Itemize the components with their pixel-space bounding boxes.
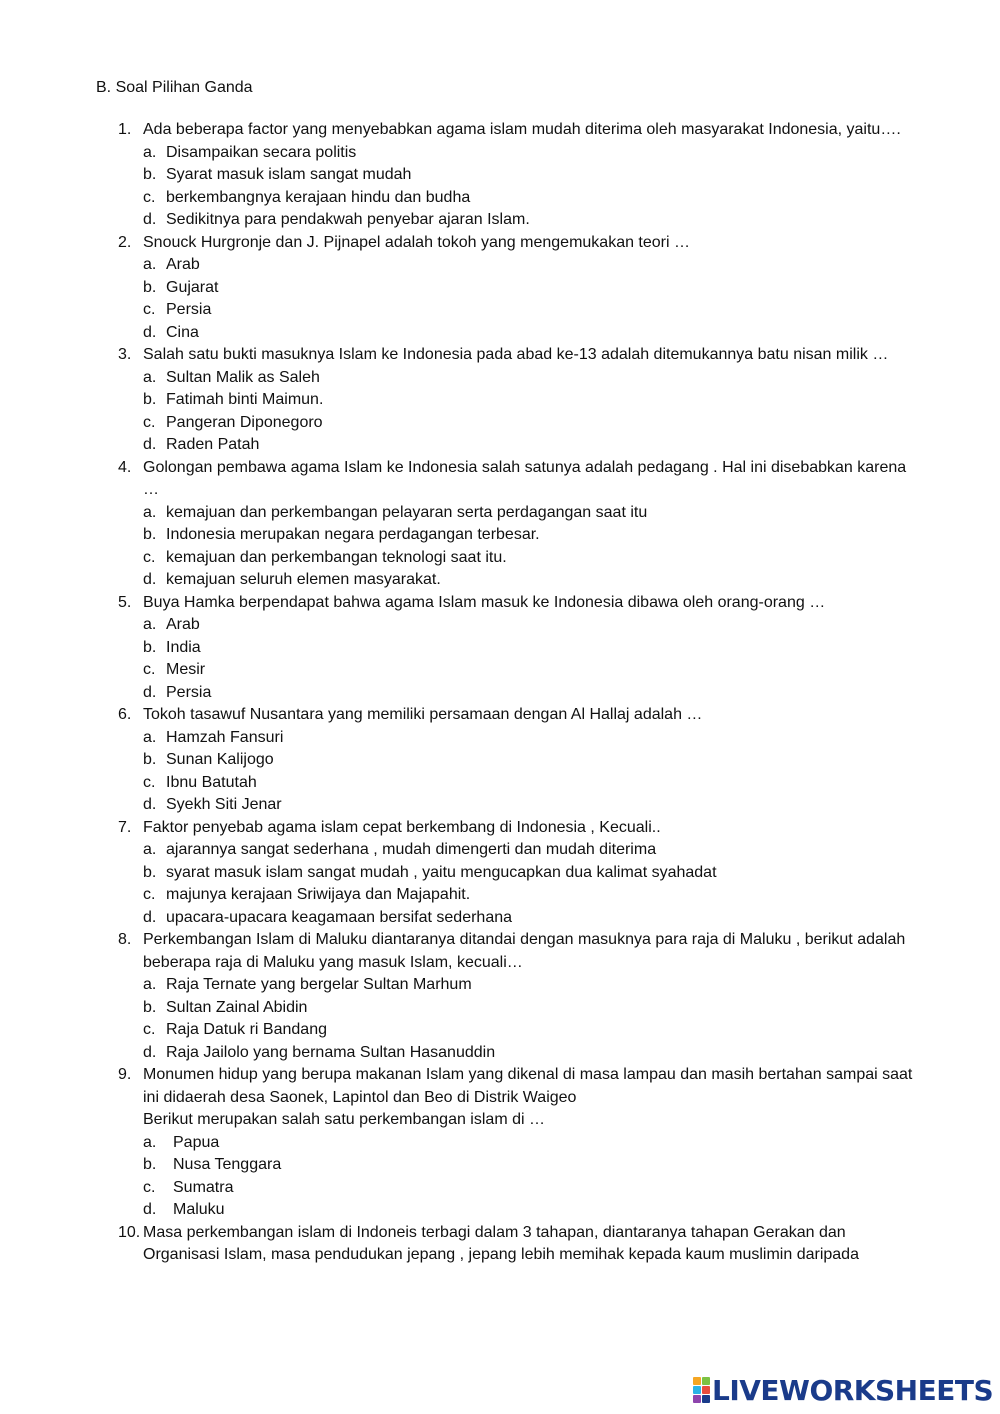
question-number: 4. bbox=[118, 458, 132, 476]
option-text: upacara-upacara keagamaan bersifat sederhana bbox=[166, 908, 513, 926]
answer-option bbox=[143, 1154, 918, 1177]
question-text: Perkembangan Islam di Maluku diantaranya ditandai dengan masuknya para raja di Maluku , berikut adalah beberapa raja di Maluku yang masuk Islam, kecuali… bbox=[143, 931, 906, 971]
option-text: Fatimah binti Maimun. bbox=[166, 391, 324, 408]
question-text: Golongan pembawa agama Islam ke Indonesia salah satunya adalah pedagang . Hal ini disebabkan karena … bbox=[143, 458, 907, 498]
option-letter: b. bbox=[143, 998, 157, 1016]
answer-option bbox=[143, 862, 918, 885]
option-text: Mesir bbox=[166, 661, 206, 678]
question-text: Salah satu bukti masuknya Islam ke Indonesia pada abad ke-13 adalah ditemukannya batu nisan milik … bbox=[143, 346, 889, 363]
question-item bbox=[118, 817, 918, 930]
answer-option bbox=[143, 794, 918, 817]
option-letter: d. bbox=[143, 323, 157, 341]
option-text: Gujarat bbox=[166, 278, 219, 296]
question-text: Ada beberapa factor yang menyebabkan agama islam mudah diterima oleh masyarakat Indonesia, yaitu…. bbox=[143, 121, 901, 138]
logo-text: LIVEWORKSHEETS bbox=[712, 1373, 994, 1407]
question-number: 6. bbox=[118, 706, 132, 723]
answer-option bbox=[143, 389, 918, 412]
option-letter: d. bbox=[143, 436, 157, 453]
answer-option bbox=[143, 1177, 918, 1200]
option-list bbox=[143, 727, 918, 817]
option-text: ajarannya sangat sederhana , mudah dimengerti dan mudah diterima bbox=[166, 841, 657, 858]
question-item bbox=[118, 457, 918, 592]
option-text: kemajuan dan perkembangan teknologi saat itu. bbox=[166, 548, 507, 566]
option-text: Sunan Kalijogo bbox=[166, 751, 274, 768]
option-list bbox=[143, 367, 918, 457]
option-letter: b. bbox=[143, 526, 157, 543]
answer-option bbox=[143, 434, 918, 457]
option-text: Sultan Zainal Abidin bbox=[166, 998, 308, 1016]
option-list bbox=[143, 614, 918, 704]
option-list bbox=[143, 974, 918, 1064]
option-letter: c. bbox=[143, 1178, 156, 1196]
option-text: Persia bbox=[166, 301, 212, 318]
answer-option bbox=[143, 164, 918, 187]
option-letter: c. bbox=[143, 413, 156, 431]
answer-option bbox=[143, 502, 918, 525]
question-item bbox=[118, 704, 918, 817]
logo-block bbox=[693, 1377, 701, 1385]
option-text: Sultan Malik as Saleh bbox=[166, 368, 320, 386]
answer-option bbox=[143, 749, 918, 772]
question-item bbox=[118, 929, 918, 1064]
option-letter: b. bbox=[143, 863, 157, 881]
answer-option bbox=[143, 547, 918, 570]
question-item bbox=[118, 1064, 918, 1222]
question-number: 2. bbox=[118, 233, 132, 251]
option-letter: b. bbox=[143, 638, 157, 656]
option-text: Ibnu Batutah bbox=[166, 773, 257, 791]
question-item bbox=[118, 232, 918, 345]
option-list bbox=[143, 142, 918, 232]
option-letter: c. bbox=[143, 188, 156, 206]
option-letter: a. bbox=[143, 368, 157, 386]
option-list bbox=[143, 839, 918, 929]
question-text: Tokoh tasawuf Nusantara yang memiliki persamaan dengan Al Hallaj adalah … bbox=[143, 706, 703, 723]
option-text: Arab bbox=[166, 616, 200, 633]
option-letter: a. bbox=[143, 503, 157, 521]
option-text: India bbox=[166, 638, 201, 656]
option-letter: c. bbox=[143, 548, 156, 566]
answer-option bbox=[143, 142, 918, 165]
option-list bbox=[143, 1132, 918, 1222]
answer-option bbox=[143, 637, 918, 660]
option-letter: b. bbox=[143, 1156, 157, 1173]
question-number: 9. bbox=[118, 1066, 132, 1083]
question-text: Snouck Hurgronje dan J. Pijnapel adalah tokoh yang mengemukakan teori … bbox=[143, 233, 690, 251]
option-letter: d. bbox=[143, 683, 157, 701]
option-text: Raja Jailolo yang bernama Sultan Hasanuddin bbox=[166, 1043, 496, 1061]
option-text: Raja Datuk ri Bandang bbox=[166, 1021, 327, 1038]
option-text: Indonesia merupakan negara perdagangan terbesar. bbox=[166, 526, 540, 543]
answer-option bbox=[143, 997, 918, 1020]
option-letter: c. bbox=[143, 661, 156, 678]
logo-blocks-icon bbox=[693, 1377, 709, 1403]
option-text: Papua bbox=[173, 1133, 220, 1151]
answer-option bbox=[143, 524, 918, 547]
answer-option bbox=[143, 1199, 918, 1222]
option-letter: b. bbox=[143, 391, 157, 408]
option-letter: d. bbox=[143, 211, 157, 228]
answer-option bbox=[143, 1132, 918, 1155]
option-letter: a. bbox=[143, 728, 157, 746]
question-number: 3. bbox=[118, 346, 132, 363]
option-text: kemajuan seluruh elemen masyarakat. bbox=[166, 571, 441, 588]
logo-block bbox=[693, 1395, 701, 1403]
option-text: majunya kerajaan Sriwijaya dan Majapahit. bbox=[166, 886, 471, 903]
question-number: 8. bbox=[118, 931, 132, 948]
answer-option bbox=[143, 299, 918, 322]
option-letter: c. bbox=[143, 1021, 156, 1038]
question-number: 7. bbox=[118, 818, 132, 836]
answer-option bbox=[143, 187, 918, 210]
option-letter: a. bbox=[143, 976, 157, 993]
answer-option bbox=[143, 322, 918, 345]
question-item bbox=[118, 344, 918, 457]
section-heading: B. Soal Pilihan Ganda bbox=[96, 79, 253, 96]
option-text: Syarat masuk islam sangat mudah bbox=[166, 166, 412, 183]
question-extra-text: Berikut merupakan salah satu perkembangan islam di … bbox=[143, 1111, 545, 1128]
option-letter: a. bbox=[143, 1133, 157, 1151]
answer-option bbox=[143, 367, 918, 390]
answer-option bbox=[143, 884, 918, 907]
option-letter: b. bbox=[143, 166, 157, 183]
option-letter: d. bbox=[143, 571, 157, 588]
option-letter: c. bbox=[143, 773, 156, 791]
option-text: Pangeran Diponegoro bbox=[166, 413, 323, 431]
question-list bbox=[118, 119, 918, 1267]
option-letter: a. bbox=[143, 256, 157, 273]
option-text: Sedikitnya para pendakwah penyebar ajaran Islam. bbox=[166, 211, 530, 228]
option-text: Syekh Siti Jenar bbox=[166, 796, 282, 813]
answer-option bbox=[143, 682, 918, 705]
answer-option bbox=[143, 659, 918, 682]
question-number: 1. bbox=[118, 121, 132, 138]
question-item bbox=[118, 1222, 918, 1267]
answer-option bbox=[143, 614, 918, 637]
option-letter: c. bbox=[143, 301, 156, 318]
option-letter: c. bbox=[143, 886, 156, 903]
option-letter: d. bbox=[143, 796, 157, 813]
option-letter: b. bbox=[143, 278, 157, 296]
question-item bbox=[118, 119, 918, 232]
question-number: 10. bbox=[118, 1223, 141, 1241]
option-letter: d. bbox=[143, 908, 157, 926]
answer-option bbox=[143, 772, 918, 795]
option-text: Hamzah Fansuri bbox=[166, 728, 284, 746]
logo-block bbox=[702, 1386, 710, 1394]
option-text: kemajuan dan perkembangan pelayaran serta perdagangan saat itu bbox=[166, 503, 648, 521]
question-text: Monumen hidup yang berupa makanan Islam yang dikenal di masa lampau dan masih bertahan sampai saat ini didaerah desa Saonek, Lapintol dan Beo di Distrik Waigeo bbox=[143, 1066, 913, 1106]
answer-option bbox=[143, 254, 918, 277]
question-item bbox=[118, 592, 918, 705]
option-text: Nusa Tenggara bbox=[173, 1156, 282, 1173]
option-text: berkembangnya kerajaan hindu dan budha bbox=[166, 188, 471, 206]
logo-block bbox=[693, 1386, 701, 1394]
option-letter: a. bbox=[143, 143, 157, 161]
answer-option bbox=[143, 727, 918, 750]
logo-block bbox=[702, 1377, 710, 1385]
answer-option bbox=[143, 277, 918, 300]
option-text: Sumatra bbox=[173, 1178, 234, 1196]
answer-option bbox=[143, 1019, 918, 1042]
liveworksheets-logo bbox=[693, 1374, 993, 1406]
question-text: Faktor penyebab agama islam cepat berkembang di Indonesia , Kecuali.. bbox=[143, 818, 661, 836]
answer-option bbox=[143, 569, 918, 592]
answer-option bbox=[143, 412, 918, 435]
answer-option bbox=[143, 1042, 918, 1065]
answer-option bbox=[143, 907, 918, 930]
answer-option bbox=[143, 839, 918, 862]
option-letter: d. bbox=[143, 1043, 157, 1061]
option-list bbox=[143, 254, 918, 344]
option-text: Disampaikan secara politis bbox=[166, 143, 357, 161]
answer-option bbox=[143, 209, 918, 232]
question-text: Buya Hamka berpendapat bahwa agama Islam masuk ke Indonesia dibawa oleh orang-orang … bbox=[143, 593, 826, 611]
option-text: Arab bbox=[166, 256, 200, 273]
question-number: 5. bbox=[118, 593, 132, 611]
question-text: Masa perkembangan islam di Indoneis terbagi dalam 3 tahapan, diantaranya tahapan Gerakan dan Organisasi Islam, masa pendudukan jepang , jepang lebih memihak kepada kaum muslimin daripada bbox=[143, 1223, 859, 1263]
option-letter: a. bbox=[143, 841, 157, 858]
option-text: Raja Ternate yang bergelar Sultan Marhum bbox=[166, 976, 472, 993]
option-text: syarat masuk islam sangat mudah , yaitu mengucapkan dua kalimat syahadat bbox=[166, 863, 717, 881]
option-letter: d. bbox=[143, 1201, 157, 1218]
option-text: Cina bbox=[166, 323, 199, 341]
answer-option bbox=[143, 974, 918, 997]
option-text: Raden Patah bbox=[166, 436, 260, 453]
option-letter: b. bbox=[143, 751, 157, 768]
logo-block bbox=[702, 1395, 710, 1403]
option-letter: a. bbox=[143, 616, 157, 633]
option-list bbox=[143, 502, 918, 592]
option-text: Persia bbox=[166, 683, 212, 701]
option-text: Maluku bbox=[173, 1201, 225, 1218]
